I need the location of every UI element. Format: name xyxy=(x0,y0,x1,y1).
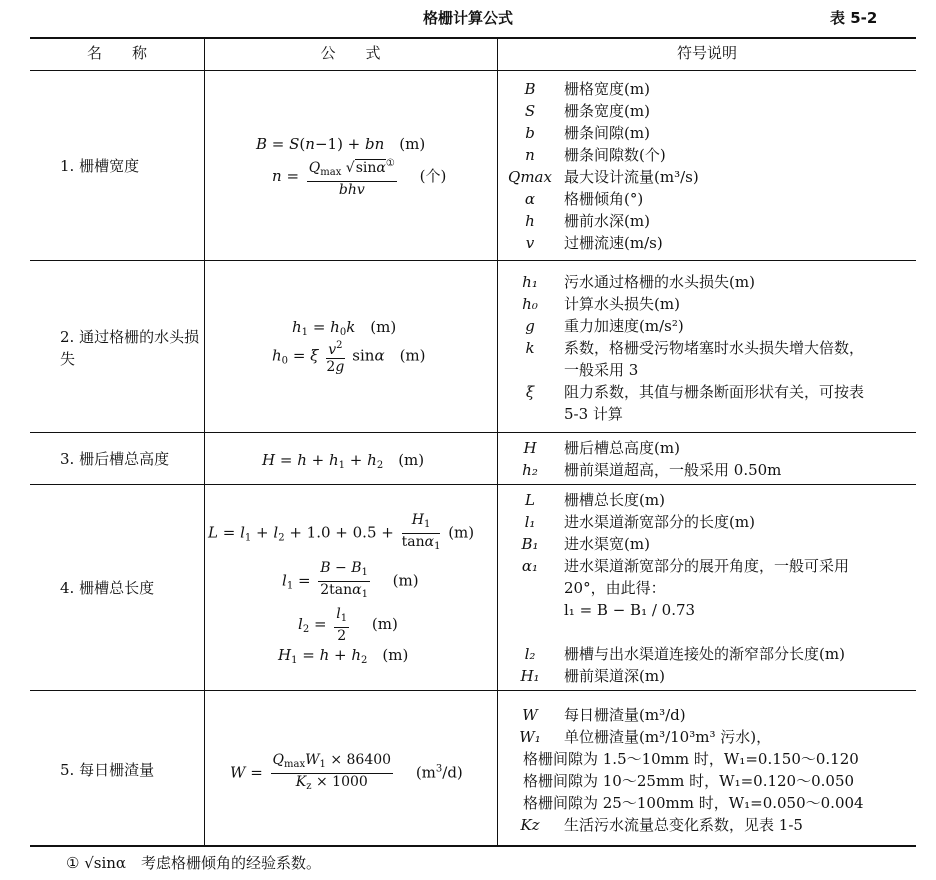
column-divider xyxy=(204,38,205,846)
formula-row4-line4: $H_1 = h + h_2$ (m) xyxy=(278,646,409,666)
symbol-list-row1: B 栅格宽度(m) S 栅条宽度(m) b 栅条间隙(m) n 栅条间隙数(个) Qmax 最大设计流量(m³/s) α 格栅倾角(°) h 栅前水深(m) v 过栅流速(m/s) xyxy=(508,80,699,252)
formula-row1-line1: B = S(n−1) + bn (m) xyxy=(256,135,426,153)
formula-row4-line1: $L = l_1 + l_2 + 1.0 + 0.5$ + $\frac{H_1}{\tan\alpha_1}$ (m) xyxy=(208,512,475,552)
row-name: 4. 栅槽总长度 xyxy=(60,579,155,597)
formula-row4-line2: $l_1$ = $\frac{B - B_1}{2\tan\alpha_1}$ (m) xyxy=(282,560,419,600)
formula-row5: W = $\frac{Q_{max}W_1 \times 86400}{K_z \times 1000}$ $(m^3/d)$ xyxy=(230,752,463,792)
row-name: 5. 每日栅渣量 xyxy=(60,761,155,779)
formula-row3: $H = h + h_1 + h_2$ (m) xyxy=(262,451,425,471)
row-divider xyxy=(30,260,916,261)
header-name: 名 称 xyxy=(86,44,147,62)
row-divider xyxy=(30,690,916,691)
symbol-list-row4: L 栅槽总长度(m) l₁ 进水渠道渐宽部分的长度(m) B₁ 进水渠宽(m) α₁ 进水渠道渐宽部分的展开角度，一般可采用 20°，由此得： l₁ = B − B₁ / 0.73 l₂ 栅槽与出水渠道连接处的渐窄部分长度(m) H₁ 栅前渠道深(m) xyxy=(520,491,850,685)
header-formula: 公 式 xyxy=(320,44,381,62)
row-divider xyxy=(30,432,916,433)
bottom-rule xyxy=(30,845,916,847)
header-rule xyxy=(30,70,916,71)
row-name: 2. 通过格栅的水头损失 xyxy=(60,328,200,368)
symbol-list-row5: W 每日栅渣量(m³/d) W₁ 单位栅渣量(m³/10³m³ 污水)， 格栅间隙为 1.5～10mm 时，W₁=0.150～0.120 格栅间隙为 10～25mm 时，W₁=0.120～0.050 格栅间隙为 25～100mm 时，W₁=0.050～0.004 Kz 生活污水流量总变化系数，见表 1-5 xyxy=(519,706,864,834)
formula-row1-line2: n = $\frac{Q_{max} √\sin\alpha^①}{\text{bhv}}$ (个) xyxy=(272,158,447,198)
formula-row4-line3: $l_2$ = $\frac{l_1}{2}$ (m) xyxy=(298,606,398,644)
symbol-list-row3: H 栅后槽总高度(m) h₂ 栅前渠道超高，一般采用 0.50m xyxy=(522,439,782,479)
row-name: 3. 栅后槽总高度 xyxy=(60,450,170,468)
row-name: 1. 栅槽宽度 xyxy=(60,157,140,175)
top-rule xyxy=(30,37,916,39)
footnote: ① √sinα 考虑格栅倾角的经验系数。 xyxy=(66,854,322,872)
table-title: 格栅计算公式 xyxy=(422,9,513,27)
symbol-list-row2: h₁ 污水通过格栅的水头损失(m) h₀ 计算水头损失(m) g 重力加速度(m/s²) k 系数，格栅受污物堵塞时水头损失增大倍数， 一般采用 3 ξ 阻力系数，其值与栅条断面形状有关，可按表 5-3 计算 xyxy=(522,273,865,423)
row-divider xyxy=(30,484,916,485)
header-symbol: 符号说明 xyxy=(676,44,737,62)
table-number: 表 5-2 xyxy=(830,9,878,27)
formula-row2-line2: $h_0 = \xi$ $\frac{v^2}{2g}$ sinα (m) xyxy=(272,340,426,375)
column-divider xyxy=(497,38,498,846)
formula-row2-line1: $h_1 = h_0k$ (m) xyxy=(292,318,397,338)
